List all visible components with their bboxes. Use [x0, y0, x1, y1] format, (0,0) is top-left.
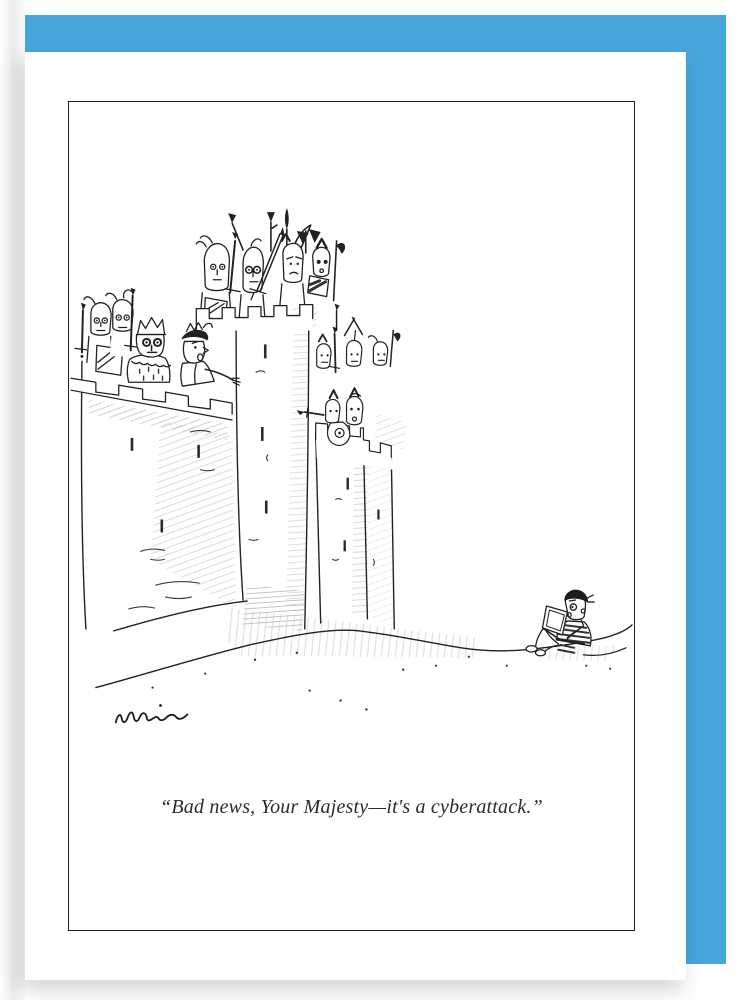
- cartoon-frame: [68, 101, 635, 931]
- messenger: [181, 323, 240, 387]
- page-edge-shadow: [0, 0, 27, 1000]
- artist-signature: [116, 704, 188, 722]
- greeting-card: [25, 52, 686, 980]
- knights-top-group: [196, 208, 345, 330]
- caption: “Bad news, Your Majesty—it's a cyberattack.”: [160, 796, 543, 818]
